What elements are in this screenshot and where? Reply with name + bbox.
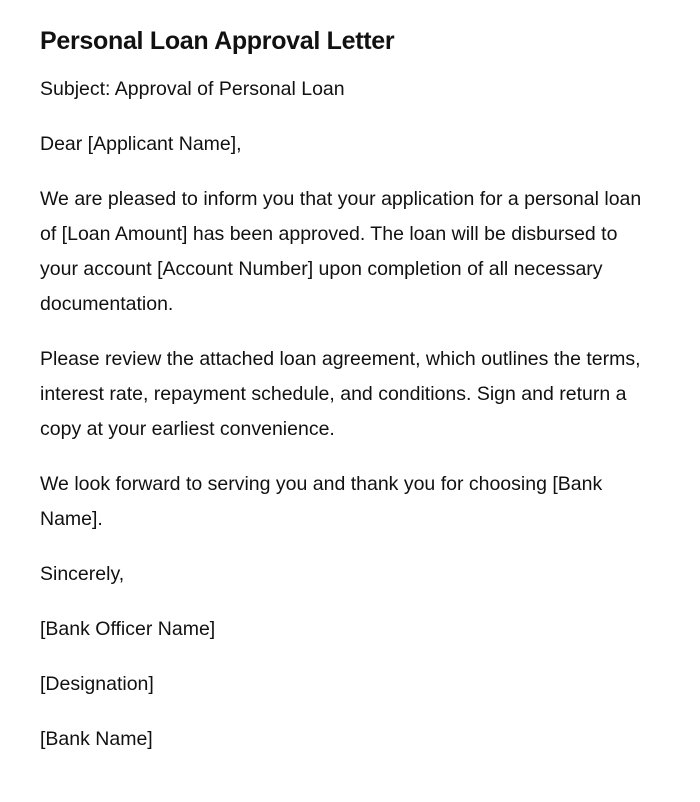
bank-name: [Bank Name] bbox=[40, 728, 153, 750]
closing: Sincerely, bbox=[40, 563, 125, 585]
body-paragraph-3: We look forward to serving you and thank you for choosing [Bank Name]. bbox=[40, 473, 603, 530]
designation: [Designation] bbox=[40, 673, 154, 695]
subject-line: Subject: Approval of Personal Loan bbox=[40, 78, 345, 100]
body-paragraph-2: Please review the attached loan agreement, which outlines the terms, interest rate, repayment schedule, and conditions. Sign and return a copy at your earliest convenience. bbox=[40, 348, 641, 440]
letter-title: Personal Loan Approval Letter bbox=[40, 27, 395, 55]
body-paragraph-1: We are pleased to inform you that your application for a personal loan of [Loan Amount] has been approved. The loan will be disbursed to your account [Account Number] upon completion of all necessary documentation. bbox=[40, 188, 642, 315]
officer-name: [Bank Officer Name] bbox=[40, 618, 216, 640]
salutation: Dear [Applicant Name], bbox=[40, 133, 242, 155]
